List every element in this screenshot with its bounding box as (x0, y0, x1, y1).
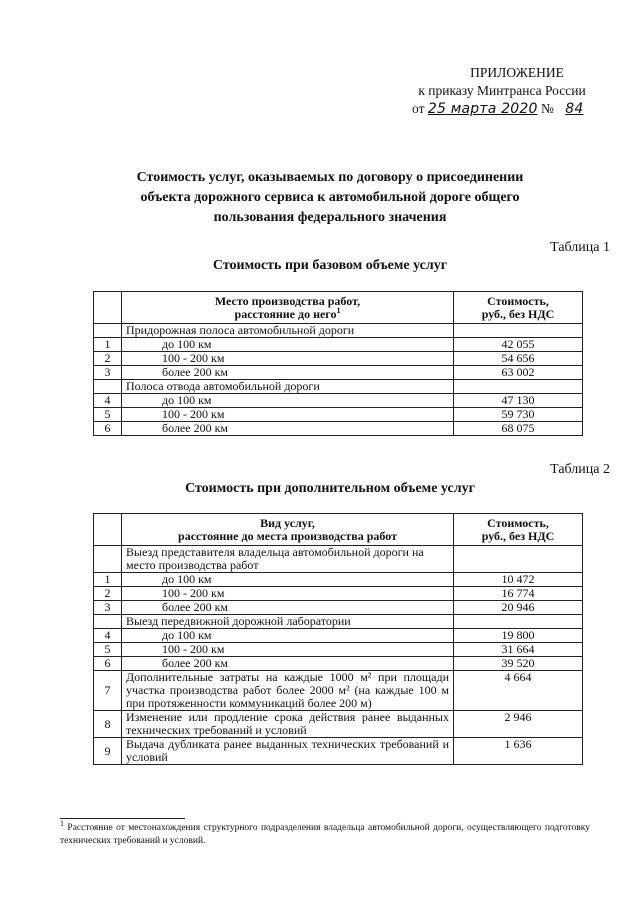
title-line: объекта дорожного сервиса к автомобильной дороге общего (140, 190, 520, 205)
row-label: 100 - 200 км (122, 643, 454, 657)
row-cost: 39 520 (454, 657, 583, 671)
row-number (94, 546, 122, 573)
row-cost: 16 774 (454, 587, 583, 601)
row-number (94, 380, 122, 394)
table1-cost-header (454, 292, 583, 324)
appendix-heading: ПРИЛОЖЕНИЕ (470, 65, 564, 80)
header-line: Стоимость, (487, 293, 549, 308)
row-label: до 100 км (122, 629, 454, 643)
table1-caption: Стоимость при базовом объеме услуг (212, 258, 448, 273)
row-cost: 59 730 (454, 408, 583, 422)
table1-row (94, 352, 583, 366)
date-prefix: от (412, 101, 425, 116)
row-label: Придорожная полоса автомобильной дороги (122, 324, 454, 338)
table1-row (94, 366, 583, 380)
row-number: 6 (94, 422, 122, 436)
row-cost: 54 656 (454, 352, 583, 366)
header-line: Место производства работ, (214, 293, 361, 308)
row-label: Полоса отвода автомобильной дороги (122, 380, 454, 394)
row-label: 100 - 200 км (122, 587, 454, 601)
row-label: более 200 км (122, 422, 454, 436)
row-cost: 2 946 (454, 711, 583, 738)
footnote-mark: 1 (60, 818, 64, 828)
document-title (80, 168, 580, 228)
row-cost: 1 636 (454, 738, 583, 765)
title-line: пользования федерального значения (213, 210, 447, 225)
row-number: 8 (94, 711, 122, 738)
row-label: Выезд представителя владельца автомобильной дороги на место производства работ (122, 546, 454, 573)
row-cost: 31 664 (454, 643, 583, 657)
order-reference: к приказу Минтранса России (418, 83, 586, 98)
row-cost (454, 546, 583, 573)
number-label: № (540, 101, 554, 116)
header-line: расстояние до места производства работ (178, 528, 397, 543)
table1-row (94, 324, 583, 338)
row-label: до 100 км (122, 573, 454, 587)
row-number: 3 (94, 601, 122, 615)
row-label: Выезд передвижной дорожной лаборатории (122, 615, 454, 629)
row-number: 5 (94, 643, 122, 657)
title-line: Стоимость услуг, оказываемых по договору о присоединении (136, 170, 524, 185)
row-cost: 19 800 (454, 629, 583, 643)
table1-row (94, 380, 583, 394)
table2-row (94, 546, 583, 573)
table2-header-row (94, 514, 583, 546)
table2-row (94, 629, 583, 643)
table1-num-header (94, 292, 122, 324)
table1-label: Таблица 1 (550, 240, 610, 255)
table1-row (94, 338, 583, 352)
order-date-line (412, 100, 602, 118)
table2-caption: Стоимость при дополнительном объеме услуг (185, 481, 475, 496)
row-cost: 42 055 (454, 338, 583, 352)
row-number: 6 (94, 657, 122, 671)
header-line: руб., без НДС (481, 528, 555, 543)
table1-place-header (122, 292, 454, 324)
row-cost: 63 002 (454, 366, 583, 380)
row-number: 5 (94, 408, 122, 422)
table2-row (94, 671, 583, 711)
header-text: расстояние до него (234, 306, 337, 321)
table2 (93, 513, 583, 765)
table2-row (94, 738, 583, 765)
row-label: более 200 км (122, 366, 454, 380)
row-cost: 4 664 (454, 671, 583, 711)
row-number: 7 (94, 671, 122, 711)
table1 (93, 291, 583, 436)
row-cost: 20 946 (454, 601, 583, 615)
row-label: до 100 км (122, 394, 454, 408)
footnote-separator (60, 818, 185, 819)
row-number (94, 324, 122, 338)
row-label: до 100 км (122, 338, 454, 352)
table2-cost-header (454, 514, 583, 546)
row-label: Выдача дубликата ранее выданных технических требований и условий (122, 738, 454, 765)
row-label: Дополнительные затраты на каждые 1000 м² при площади участка производства работ более 2000 м² (на каждые 100 м при протяженности коммуникаций более 200 м) (122, 671, 454, 711)
handwritten-number: 84 (565, 101, 584, 117)
row-cost: 68 075 (454, 422, 583, 436)
row-label: Изменение или продление срока действия ранее выданных технических требований и условий (122, 711, 454, 738)
table2-row (94, 587, 583, 601)
table2-row (94, 657, 583, 671)
row-cost (454, 324, 583, 338)
table1-header-row (94, 292, 583, 324)
table2-row (94, 711, 583, 738)
row-number: 4 (94, 394, 122, 408)
footnote (60, 818, 590, 848)
row-number: 1 (94, 338, 122, 352)
row-number: 1 (94, 573, 122, 587)
row-label: 100 - 200 км (122, 352, 454, 366)
handwritten-date: 25 марта 2020 (427, 101, 538, 117)
table2-row (94, 601, 583, 615)
row-cost: 10 472 (454, 573, 583, 587)
row-number: 4 (94, 629, 122, 643)
row-label: более 200 км (122, 601, 454, 615)
header-line: Стоимость, (487, 515, 549, 530)
row-number: 2 (94, 352, 122, 366)
row-number (94, 615, 122, 629)
row-label: 100 - 200 км (122, 408, 454, 422)
row-number: 3 (94, 366, 122, 380)
table2-kind-header (122, 514, 454, 546)
row-label: более 200 км (122, 657, 454, 671)
row-cost: 47 130 (454, 394, 583, 408)
footnote-text: Расстояние от местонахождения структурного подразделения владельца автомобильной дороги, осуществляющего подготовку технических требований и условий. (60, 823, 590, 846)
table2-row (94, 643, 583, 657)
header-line (126, 305, 449, 321)
table1-row (94, 422, 583, 436)
row-number: 2 (94, 587, 122, 601)
row-number: 9 (94, 738, 122, 765)
table1-row (94, 408, 583, 422)
table2-row (94, 615, 583, 629)
header-line: руб., без НДС (481, 306, 555, 321)
header-line: Вид услуг, (260, 515, 315, 530)
table2-row (94, 573, 583, 587)
row-cost (454, 380, 583, 394)
table1-row (94, 394, 583, 408)
row-cost (454, 615, 583, 629)
table2-label: Таблица 2 (550, 462, 610, 477)
footnote-ref: 1 (336, 305, 341, 315)
table2-num-header (94, 514, 122, 546)
